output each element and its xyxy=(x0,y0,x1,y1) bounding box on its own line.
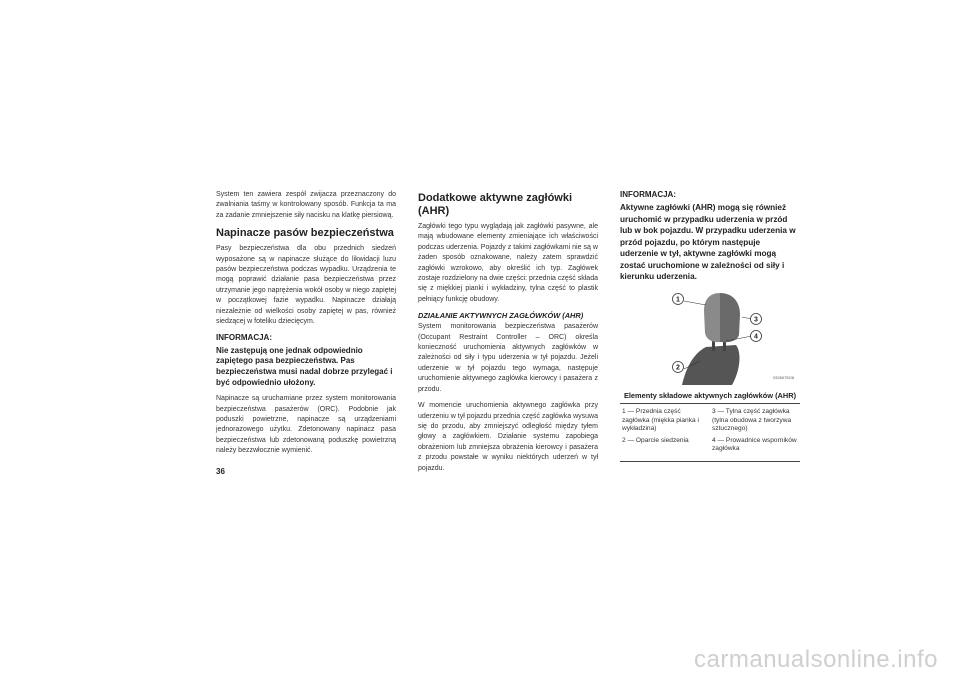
callout-label-3: 3 xyxy=(754,316,758,324)
note-text-2: Aktywne zagłówki (AHR) mogą się również uruchomić w przypadku uderzenia w przód lub w bok pojazdu. W przypadku uderzenia w przód pojazdu, po którym następuje uderzenie w tył, aktywne zagłówki mogą zostać uruchomione w zależności od siły i kierunku uderzenia. xyxy=(620,203,796,282)
section-heading-ahr: Dodatkowe aktywne zagłówki (AHR) xyxy=(418,192,573,217)
callout-label-2: 2 xyxy=(676,364,680,372)
legend-item-3: 3 — Tylna część zagłówka (tylna obudowa z tworzywa sztucznego) xyxy=(712,408,792,432)
legend-col-right xyxy=(710,404,800,462)
seat-back-shape xyxy=(682,345,739,385)
section-heading-pretensioners: Napinacze pasów bezpieczeństwa xyxy=(216,227,394,240)
legend-item-4: 4 — Prowadnice wsporników zagłówka xyxy=(712,437,797,453)
figure-code: 0326075O8 xyxy=(773,374,794,380)
legend-item-1: 1 — Przednia część zagłówka (miękka pianka i wykładzina) xyxy=(622,408,699,432)
left-column xyxy=(216,190,396,463)
page-number: 36 xyxy=(216,467,225,476)
pretensioners-paragraph: Pasy bezpieczeństwa dla obu przednich siedzeń wyposażone są w napinacze służące do likwidacji luzu pasów bezpieczeństwa podczas wypadku. Urządzenia te mogą poprawić działanie pasa bezpieczeństwa przez utrzymanie jego naprężenia wokół osoby w niego zapiętej w początkowej fazie wypadku. Napinacze działają niezależnie od wielkości osoby zapiętej w pas, również siedzącej w foteliku dziecięcym. xyxy=(216,245,396,326)
right-column xyxy=(620,190,800,462)
note-heading: INFORMACJA: xyxy=(216,333,272,343)
figure-caption: Elementy składowe aktywnych zagłówków (AHR) xyxy=(623,390,797,400)
middle-column xyxy=(418,190,598,480)
headrest-figure xyxy=(620,289,800,389)
rear-shell-shape xyxy=(720,293,740,342)
callout-label-1: 1 xyxy=(676,296,680,304)
callout-label-4: 4 xyxy=(754,333,758,341)
intro-paragraph: System ten zawiera zespół zwijacza przeznaczony do zwalniania taśmy w kontrolowany sposób. Funkcja ta ma za zadanie zmniejszenie siły nacisku na klatkę piersiową. xyxy=(216,191,396,219)
ahr-deployment-paragraph: W momencie uruchomienia aktywnego zagłówka przy uderzeniu w tył pojazdu przednia część zagłówka wysuwa się do przodu, aby zmniejszyć odległość między tyłem głowy a zagłówkiem. Działanie systemu zapobiega obrażeniom lub zmniejsza obrażenia kierowcy i pasażera z przodu powstałe w wyniku niektórych uderzeń w tył pojazdu. xyxy=(418,402,598,472)
leader-line-1 xyxy=(684,301,706,305)
ahr-operation-paragraph: System monitorowania bezpieczeństwa pasażerów (Occupant Restraint Controller – ORC) określa konieczność uruchomienia aktywnych zagłówków w zależności od siły i typu uderzenia w tył pojazdu. Jeżeli uderzenie w tył pojazdu tego wymaga, następuje uruchomienie aktywnego zagłówka kierowcy i pasażera z przodu. xyxy=(418,323,598,393)
ahr-intro-paragraph: Zagłówki tego typu wyglądają jak zagłówki pasywne, ale mają wbudowane elementy zmieniające ich właściwości podczas uderzenia. Pojazdy z takimi zagłówkami nie są w żaden sposób oznakowane, należy zatem sprawdzić zagłówki wzrokowo, aby określić ich typ. Zagłówek zostaje rozdzielony na dwie części: przednia część składa się z miękkiej pianki i wykładziny, tylna część to plastik pełniący funkcję obudowy. xyxy=(418,223,598,303)
note-heading-2: INFORMACJA: xyxy=(620,190,676,199)
figure-legend xyxy=(620,403,800,462)
legend-item-2: 2 — Oparcie siedzenia xyxy=(622,437,689,445)
note-text: Nie zastępują one jednak odpowiednio zapiętego pasa bezpieczeństwa. Pas bezpieczeństwa musi nadal dobrze przylegać i być odpowiednio ułożony. xyxy=(216,345,393,387)
ahr-operation-subheading: DZIAŁANIE AKTYWNYCH ZAGŁÓWKÓW (AHR) xyxy=(418,311,584,321)
front-cushion-shape xyxy=(704,293,720,342)
legend-col-left xyxy=(620,404,710,462)
orc-paragraph: Napinacze są uruchamiane przez system monitorowania bezpieczeństwa pasażerów (ORC). Podobnie jak poduszki powietrzne, napinacze są urządzeniami jednorazowego użytku. Zdetonowany napinacz pasa bezpieczeństwa lub zdetonowaną poduszkę powietrzną należy bezzwłocznie wymienić. xyxy=(216,395,396,455)
watermark: carmanualsonline.info xyxy=(694,646,938,673)
